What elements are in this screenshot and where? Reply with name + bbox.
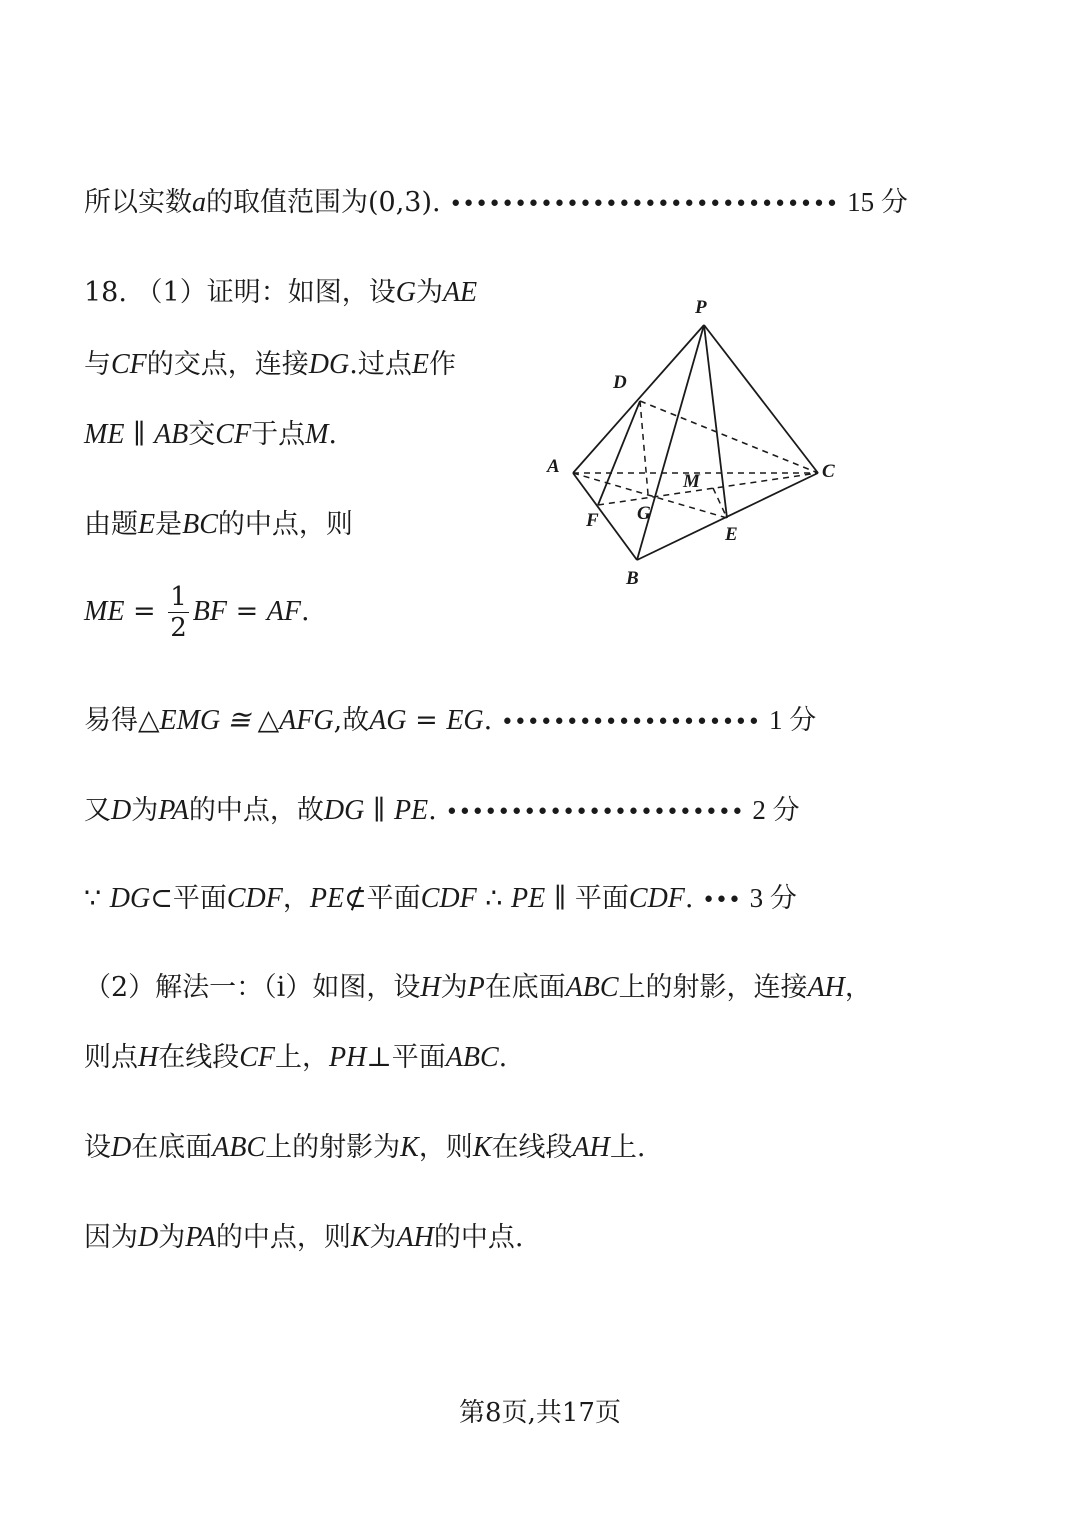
text: ∵ <box>84 883 110 914</box>
text: 于点 <box>251 419 306 450</box>
text: 在底面 <box>131 1132 213 1163</box>
label-M: M <box>683 471 700 492</box>
line-proof-6 <box>84 700 816 743</box>
math-var: M <box>305 419 329 450</box>
text: ∥ 平面 <box>545 883 629 914</box>
text: = <box>227 596 267 627</box>
text: ，则 <box>418 1132 473 1163</box>
text: ,故 <box>333 705 370 736</box>
edge-BC <box>637 473 818 560</box>
math-var: ME <box>84 419 125 450</box>
math-var: BF <box>192 596 227 627</box>
numerator: 1 <box>170 582 187 612</box>
text: 为 <box>440 972 468 1003</box>
math-var: AB <box>154 419 189 450</box>
text: ∴ <box>476 883 512 914</box>
leader-dots: ••••••••••••••••••••••• <box>445 800 744 825</box>
text: 为 <box>369 1222 397 1253</box>
math-var: CDF <box>628 883 685 914</box>
text: 上的射影，连接 <box>618 972 808 1003</box>
math-var: DG <box>323 795 365 826</box>
text: 易得 <box>84 705 138 736</box>
text: 作 <box>428 349 456 380</box>
fraction <box>168 584 189 641</box>
math-var: K <box>400 1132 419 1163</box>
math-expr: △EMG ≅ △AFG <box>138 705 334 736</box>
label-D: D <box>613 372 627 393</box>
math-var: ABC <box>212 1132 266 1163</box>
text: ， <box>844 972 872 1003</box>
text: ， <box>282 883 310 914</box>
math-var: PE <box>309 883 345 914</box>
text: 由题 <box>84 509 138 540</box>
line-proof-5 <box>84 580 310 644</box>
math-var: E <box>138 509 156 540</box>
text: 的中点，则 <box>215 1222 351 1253</box>
line-part2-1 <box>84 968 872 1008</box>
text: 与 <box>84 349 111 380</box>
text: 因为 <box>84 1222 138 1253</box>
math-var: DG <box>109 883 151 914</box>
text: 是 <box>155 509 183 540</box>
line-range-conclusion <box>84 182 908 225</box>
score-label: 1 分 <box>768 705 817 735</box>
math-var: CDF <box>420 883 477 914</box>
pyramid-figure <box>540 290 850 590</box>
math-var: ABC <box>565 972 619 1003</box>
text: ⊂平面 <box>150 883 227 914</box>
text: 上的射影为 <box>265 1132 401 1163</box>
text: 所以实数 <box>84 187 192 218</box>
text: = <box>124 596 165 627</box>
text: 上， <box>275 1042 330 1073</box>
score-label: 3 分 <box>749 883 797 913</box>
math-var: CDF <box>226 883 283 914</box>
text: .过点 <box>349 349 412 380</box>
math-var: D <box>138 1222 159 1253</box>
text: 则点 <box>84 1042 138 1073</box>
math-var: CF <box>111 349 147 380</box>
math-var: K <box>350 1222 370 1253</box>
label-P: P <box>695 297 707 318</box>
line-proof-7 <box>84 790 800 833</box>
math-var: PE <box>393 795 429 826</box>
math-var: PA <box>158 795 189 826</box>
math-var: D <box>111 795 132 826</box>
line-proof-start <box>84 273 477 313</box>
leader-dots: ••• <box>702 888 742 913</box>
math-var: BC <box>182 509 218 540</box>
math-var: G <box>395 277 416 308</box>
text: 在线段 <box>491 1132 573 1163</box>
math-var: H <box>138 1042 159 1073</box>
text: 的交点，连接 <box>146 349 309 380</box>
text: 的中点，则 <box>217 509 353 540</box>
text: 上. <box>609 1132 646 1163</box>
leader-dots: •••••••••••••••••••• <box>500 710 761 735</box>
math-var: AH <box>572 1132 610 1163</box>
line-part2-4 <box>84 1218 523 1258</box>
label-F: F <box>586 510 599 531</box>
math-var: PE <box>511 883 546 914</box>
line-proof-3 <box>84 415 337 455</box>
math-var: D <box>111 1132 132 1163</box>
score-label: 2 分 <box>752 795 800 825</box>
text: ⊄平面 <box>344 883 421 914</box>
math-var: CF <box>239 1042 276 1073</box>
math-var: AH <box>396 1222 434 1253</box>
text: ∥ <box>124 419 155 450</box>
math-var: DG <box>308 349 350 380</box>
text: 设 <box>84 1132 111 1163</box>
text: 的中点. <box>433 1222 524 1253</box>
text: ⊥平面 <box>366 1042 446 1073</box>
text: 的中点，故 <box>188 795 324 826</box>
text: 的取值范围为(0,3). <box>206 187 441 218</box>
text: 为 <box>131 795 159 826</box>
label-G: G <box>637 503 651 524</box>
edge-DG <box>640 401 648 494</box>
label-C: C <box>822 461 835 482</box>
text: 为 <box>415 277 443 308</box>
text: . <box>498 1042 508 1073</box>
text: 为 <box>158 1222 186 1253</box>
denominator: 2 <box>170 613 187 643</box>
math-var: ABC <box>445 1042 499 1073</box>
text: . <box>428 795 437 826</box>
label-E: E <box>725 524 738 545</box>
math-var: PH <box>329 1042 367 1073</box>
math-var: AH <box>807 972 845 1003</box>
math-var: EG <box>446 705 484 736</box>
text: . <box>684 883 694 914</box>
edge-PC <box>704 325 818 473</box>
text: ∥ <box>364 795 394 826</box>
line-proof-2 <box>84 345 456 385</box>
math-var: AF <box>266 596 302 627</box>
text: 18. （1）证明：如图，设 <box>84 277 396 308</box>
math-var: PA <box>185 1222 216 1253</box>
label-B: B <box>626 568 639 589</box>
label-A: A <box>547 456 560 477</box>
text: 在底面 <box>484 972 566 1003</box>
edge-PA <box>573 325 704 473</box>
math-var: CF <box>215 419 252 450</box>
text: . <box>483 705 493 736</box>
math-var: P <box>467 972 485 1003</box>
math-var: ME <box>84 596 125 627</box>
line-part2-3 <box>84 1128 645 1168</box>
text: （2）解法一：（i）如图，设 <box>84 972 421 1003</box>
math-var: a <box>192 187 206 218</box>
line-proof-4 <box>84 505 353 545</box>
text: 在线段 <box>158 1042 240 1073</box>
page-footer: 第8页,共17页 <box>459 1398 621 1428</box>
edge-PB <box>637 325 704 560</box>
text: . <box>328 419 337 450</box>
line-proof-8 <box>84 878 797 921</box>
edge-DF <box>598 401 640 505</box>
math-var: AG <box>369 705 407 736</box>
text: = <box>406 705 447 736</box>
text: . <box>301 596 310 627</box>
math-var: AE <box>442 277 478 308</box>
math-var: E <box>411 349 429 380</box>
score-label: 15 分 <box>847 187 908 217</box>
line-part2-2 <box>84 1038 507 1078</box>
leader-dots: •••••••••••••••••••••••••••••• <box>449 192 839 217</box>
text: 又 <box>84 795 111 826</box>
text: 交 <box>188 419 216 450</box>
math-var: K <box>472 1132 492 1163</box>
math-var: H <box>420 972 441 1003</box>
